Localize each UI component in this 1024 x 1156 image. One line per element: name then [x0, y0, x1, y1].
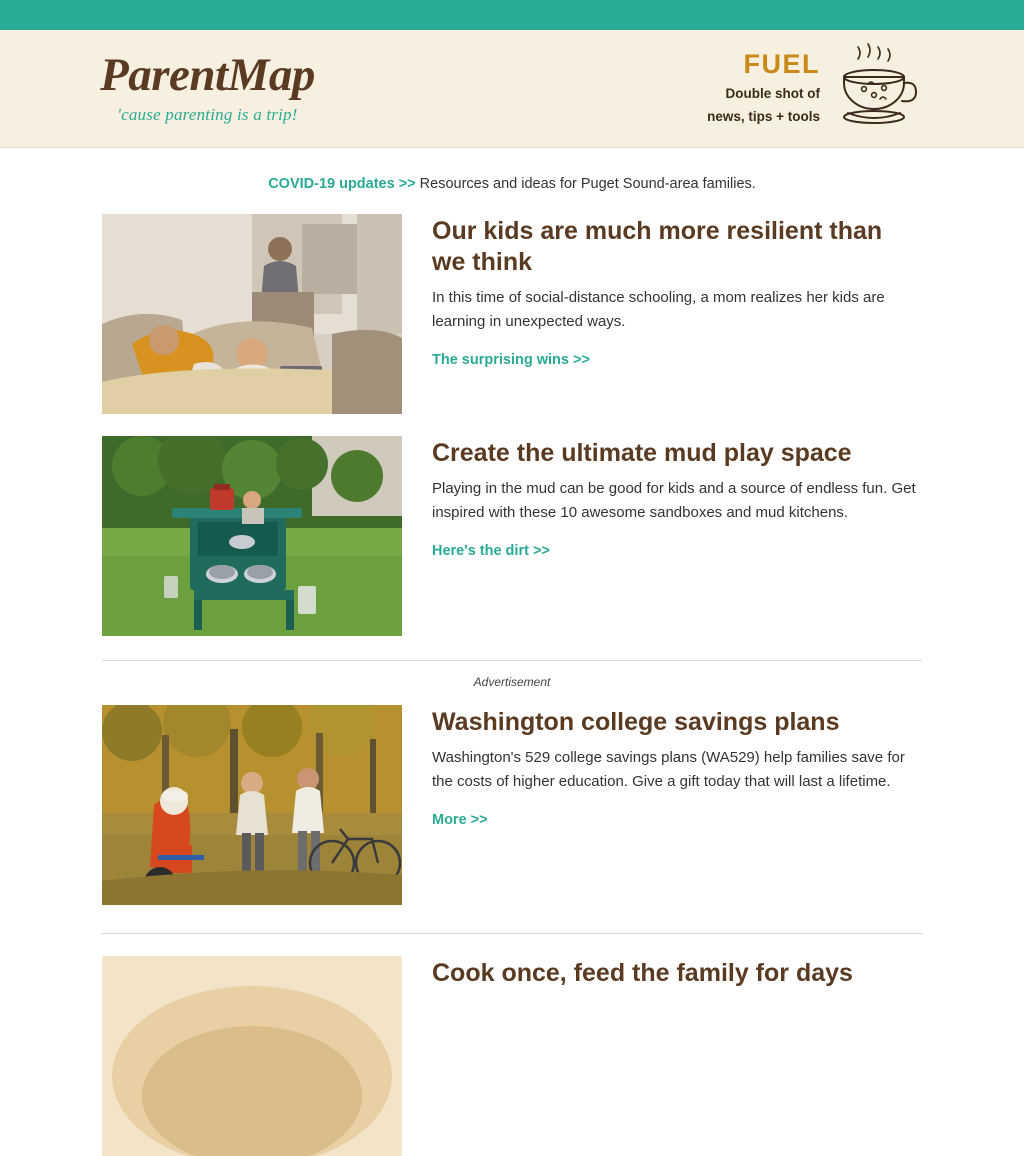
top-accent-bar — [0, 0, 1024, 30]
covid-banner-text: Resources and ideas for Puget Sound-area families. — [415, 176, 756, 192]
story-item[interactable] — [92, 214, 932, 414]
covid-banner — [92, 148, 932, 214]
story-title: Create the ultimate mud play space — [432, 439, 852, 467]
story-image-mud-kitchen[interactable] — [102, 436, 402, 636]
story-image-family-bikes[interactable] — [102, 705, 402, 905]
story-item[interactable] — [92, 436, 932, 636]
masthead — [0, 30, 1024, 148]
story-image-kids-on-couch[interactable] — [102, 214, 402, 414]
story-item[interactable] — [92, 705, 932, 905]
story-item[interactable] — [92, 956, 932, 1156]
story-title: Cook once, feed the family for days — [432, 959, 853, 987]
section-divider — [102, 933, 922, 934]
coffee-cup-icon — [830, 43, 922, 135]
fuel-title: FUEL — [743, 49, 820, 80]
story-title: Our kids are much more resilient than we think — [432, 217, 883, 276]
advertisement-label: Advertisement — [473, 675, 551, 689]
story-description: In this time of social-distance schooling, a mom realizes her kids are learning in unexpected ways. — [432, 289, 885, 331]
story-cta-link[interactable]: The surprising wins >> — [432, 351, 590, 368]
fuel-subtitle-line2: news, tips + tools — [707, 109, 820, 125]
fuel-branding — [707, 43, 922, 135]
fuel-subtitle-line1: Double shot of — [725, 86, 820, 102]
logo[interactable] — [100, 49, 315, 125]
story-cta-link[interactable]: Here's the dirt >> — [432, 542, 550, 559]
logo-title: ParentMap — [100, 49, 315, 101]
covid-updates-link[interactable]: COVID-19 updates >> — [268, 176, 416, 192]
story-cta-link[interactable]: More >> — [432, 811, 488, 828]
newsletter-body — [92, 148, 932, 1156]
logo-tagline: 'cause parenting is a trip! — [117, 105, 298, 124]
story-description: Washington's 529 college savings plans (WA529) help families save for the costs of higher education. Give a gift today that will last a lifetime. — [432, 749, 905, 791]
story-description: Playing in the mud can be good for kids and a source of endless fun. Get inspired with these 10 awesome sandboxes and mud kitchens. — [432, 480, 916, 522]
story-image-food-closeup[interactable] — [102, 956, 402, 1156]
story-title: Washington college savings plans — [432, 708, 840, 736]
